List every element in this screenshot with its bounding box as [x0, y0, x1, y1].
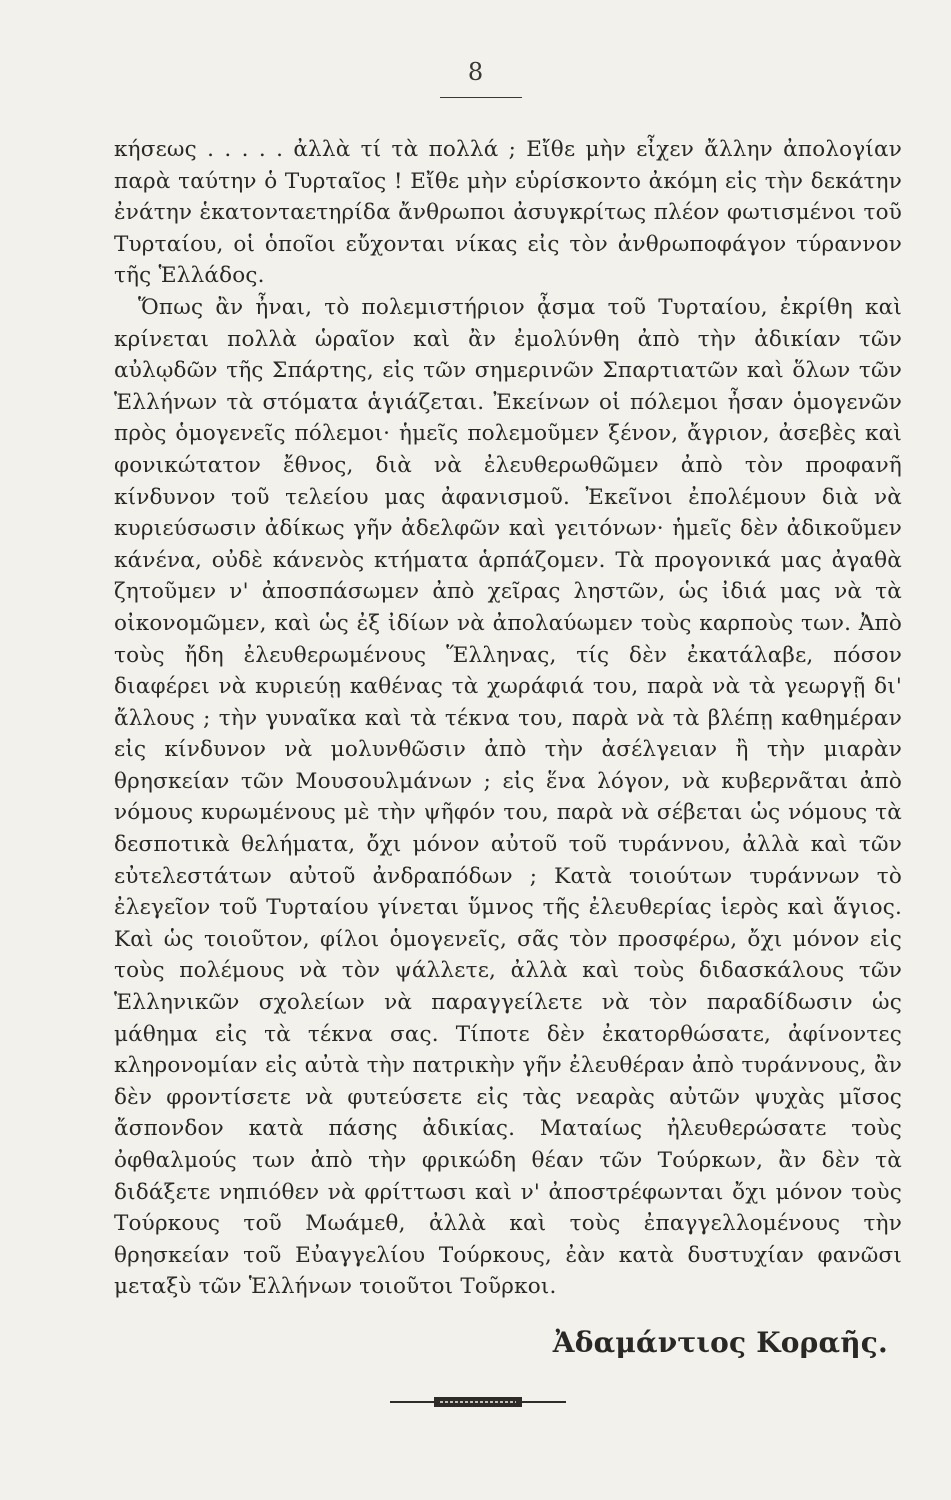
page-number: 8 — [467, 58, 484, 86]
paragraph: κήσεως . . . . . ἀλλὰ τί τὰ πολλά ; Εἴθε μὴν εἶχεν ἄλλην ἀπολογίαν παρὰ ταύτην ὁ Τυρταῖος ! Εἴθε μὴν εὑρίσκοντο ἀκόμη εἰς τὴν δεκάτην ἐνάτην ἑκατονταετηρίδα ἄνθρωποι ἀσυγκρίτως πλέον φωτισμένοι τοῦ Τυρταίου, οἱ ὁποῖοι εὔχονται νίκας εἰς τὸν ἀνθρωποφάγον τύραννον τῆς Ἑλλάδος. — [114, 137, 902, 289]
header-rule — [440, 97, 522, 98]
closing-ornament — [390, 1395, 566, 1409]
paragraph: Ὅπως ἂν ἦναι, τὸ πολεμιστήριον ᾆσμα τοῦ Τυρταίου, ἐκρίθη καὶ κρίνεται πολλὰ ὡραῖον καὶ ἂν ἐμολύνθη ἀπὸ τὴν ἀδικίαν τῶν αὐλῳδῶν τῆς Σπάρτης, εἰς τῶν σημερινῶν Σπαρτιατῶν καὶ ὅλων τῶν Ἑλλήνων τὰ στόματα ἁγιάζεται. Ἐκείνων οἱ πόλεμοι ἦσαν ὁμογενῶν πρὸς ὁμογενεῖς πόλεμοι· ἡμεῖς πολεμοῦμεν ξένον, ἄγριον, ἀσεβὲς καὶ φονικώτατον ἔθνος, διὰ νὰ ἐλευθερωθῶμεν ἀπὸ τὸν προφανῆ κίνδυνον τοῦ τελείου μας ἀφανισμοῦ. Ἐκεῖνοι ἐπολέμουν διὰ νὰ κυριεύσωσιν ἀδίκως γῆν ἀδελφῶν καὶ γειτόνων· ἡμεῖς δὲν ἀδικοῦμεν κάνένα, οὐδὲ κάνενὸς κτήματα ἁρπάζομεν. Τὰ προγονικά μας ἀγαθὰ ζητοῦμεν ν' ἀποσπάσωμεν ἀπὸ χεῖρας ληστῶν, ὡς ἰδιά μας νὰ τὰ οἰκονομῶμεν, καὶ ὡς ἐξ ἰδίων νὰ ἀπολαύωμεν τοὺς καρποὺς των. Ἀπὸ τοὺς ἤδη ἐλευθερωμένους Ἕλληνας, τίς δὲν ἐκατάλαβε, πόσον διαφέρει νὰ κυριεύῃ καθένας τὰ χωράφιά του, παρὰ νὰ τὰ γεωργῇ δι' ἄλλους ; τὴν γυναῖκα καὶ τὰ τέκνα του, παρὰ νὰ τὰ βλέπῃ καθημέραν εἰς κίνδυνον νὰ μολυνθῶσιν ἀπὸ τὴν ἀσέλγειαν ἢ τὴν μιαρὰν θρησκείαν τῶν Μουσουλμάνων ; εἰς ἕνα λόγον, νὰ κυβερνᾶται ἀπὸ νόμους κυρωμένους μὲ τὴν ψῆφόν του, παρὰ νὰ σέβεται ὡς νόμους τὰ δεσποτικὰ θελήματα, ὄχι μόνον αὐτοῦ τοῦ τυράννου, ἀλλὰ καὶ τῶν εὐτελεστάτων αὐτοῦ ἀνδραπόδων ; Κατὰ τοιούτων τυράννων τὸ ἐλεγεῖον τοῦ Τυρταίου γίνεται ὕμνος τῆς ἐλευθερίας ἱερὸς καὶ ἅγιος. Καὶ ὡς τοιοῦτον, φίλοι ὁμογενεῖς, σᾶς τὸν προσφέρω, ὄχι μόνον εἰς τοὺς πολέμους νὰ τὸν ψάλλετε, ἀλλὰ καὶ τοὺς διδασκάλους τῶν Ἑλληνικῶν σχολείων νὰ παραγγείλετε νὰ τὸν παραδίδωσιν ὡς μάθημα εἰς τὰ τέκνα σας. Τίποτε δὲν ἐκατορθώσατε, ἀφίνοντες κληρονομίαν εἰς αὐτὰ τὴν πατρικὴν γῆν ἐλευθέραν ἀπὸ τυράννους, ἂν δὲν φροντίσετε νὰ φυτεύσετε εἰς τὰς νεαρὰς αὐτῶν ψυχὰς μῖσος ἄσπονδον κατὰ πάσης ἀδικίας. Ματαίως ἠλευθερώσατε τοὺς ὀφθαλμούς των ἀπὸ τὴν φρικώδη θέαν τῶν Τούρκων, ἂν δὲν τὰ διδάξετε νηπιόθεν νὰ φρίττωσι καὶ ν' ἀποστρέφωνται ὄχι μόνον τοὺς Τούρκους τοῦ Μωάμεθ, ἀλλὰ καὶ τοὺς ἐπαγγελλομένους τὴν θρησκείαν τοῦ Εὐαγγελίου Τούρκους, ἐὰν κατὰ δυστυχίαν φανῶσι μεταξὺ τῶν Ἑλλήνων τοιοῦτοι Τοῦρκοι. — [114, 294, 902, 1300]
body-text — [114, 134, 902, 1409]
author-signature: Ἀδαμάντιος Κοραῆς. — [552, 1325, 888, 1359]
